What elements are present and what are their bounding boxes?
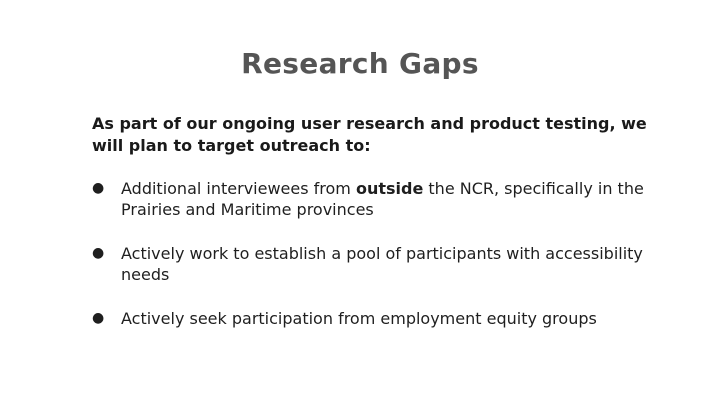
bullet-item (92, 243, 662, 285)
bullet-item (92, 178, 662, 220)
slide-title: Research Gaps (241, 47, 479, 80)
bullet-text: Actively seek participation from employment equity groups (121, 309, 597, 328)
bullet-emphasis: outside (355, 179, 424, 198)
bullet-text-before: Additional interviewees from (121, 179, 356, 198)
bullet-list (92, 178, 662, 352)
bullet-dot-icon: ● (92, 245, 105, 261)
bullet-text: Actively work to establish a pool of participants with accessibility needs (121, 244, 643, 284)
bullet-dot-icon: ● (92, 180, 105, 196)
bullet-item (92, 308, 662, 329)
intro-text: As part of our ongoing user research and product testing, we will plan to target outreach to: (92, 114, 647, 155)
bullet-dot-icon: ● (92, 310, 105, 326)
bullet-text-after: the NCR, specifically in the Prairies and Maritime provinces (121, 179, 644, 219)
